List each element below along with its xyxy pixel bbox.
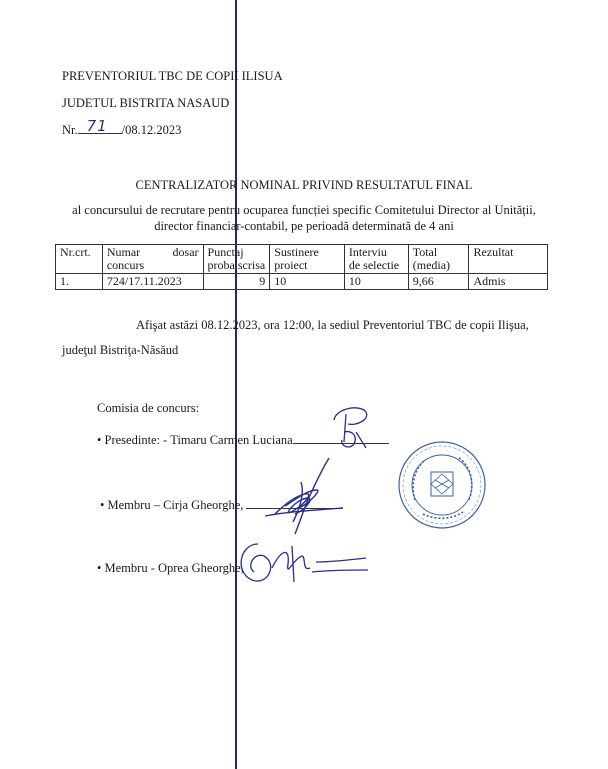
- bullet-icon: •: [97, 433, 102, 447]
- cell-interviu: 10: [344, 274, 408, 290]
- president-name: Presedinte: - Timaru Carmen Luciana: [104, 433, 293, 447]
- document-subtitle-line2: director financiar-contabil, pe perioadă determinată de 4 ani: [154, 219, 454, 233]
- header-interviu: [344, 245, 408, 274]
- header-punctaj-a: Punctaj: [207, 245, 244, 259]
- member2-line: [97, 561, 244, 576]
- member1-name: Membru – Cirja Gheorghe,: [107, 498, 244, 512]
- table-row: [56, 274, 548, 290]
- results-table: [55, 244, 548, 290]
- notice-line2: judeţul Bistriţa-Năsăud: [62, 343, 179, 357]
- notice-line1: Afişat astăzi 08.12.2023, ora 12:00, la sediul Preventoriul TBC de copii Ilişua,: [136, 318, 529, 332]
- header-numar-c: concurs: [106, 258, 145, 272]
- cell-rezultat: Admis: [469, 274, 548, 290]
- header-punctaj: [203, 245, 270, 274]
- header-rezultat: Rezultat: [469, 245, 548, 274]
- header-nr-crt: Nr.crt.: [56, 245, 103, 274]
- institution-name: PREVENTORIUL TBC DE COPII ILISUA: [62, 69, 283, 83]
- county-name: JUDETUL BISTRITA NASAUD: [62, 96, 230, 110]
- bullet-icon: •: [97, 561, 102, 575]
- member2-name: Membru - Oprea Gheorghe,: [104, 561, 244, 575]
- registration-number: [62, 117, 182, 138]
- header-interviu-b: de selectie: [348, 258, 400, 272]
- header-numar-dosar: [102, 245, 203, 274]
- header-total-b: (media): [412, 258, 451, 272]
- number-prefix: Nr.: [62, 123, 78, 137]
- header-sustinere-b: proiect: [274, 258, 308, 272]
- cell-dosar: 724/17.11.2023: [102, 274, 203, 290]
- institution-stamp-icon: [397, 440, 487, 530]
- header-total: [408, 245, 469, 274]
- table-header-row: [56, 245, 548, 274]
- header-numar-a: Numar: [106, 245, 141, 259]
- bullet-icon: •: [100, 498, 105, 512]
- document-subtitle-line1: al concursului de recrutare pentru ocuparea funcției specific Comitetului Director al Unității,: [72, 203, 536, 217]
- member2-signature-icon: [232, 538, 372, 588]
- number-handwritten: 71: [86, 117, 108, 135]
- cell-sustinere: 10: [270, 274, 345, 290]
- scan-line: [235, 0, 237, 769]
- header-interviu-a: Interviu: [348, 245, 387, 259]
- member1-signature-icon: [255, 454, 345, 539]
- header-sustinere-a: Sustinere: [274, 245, 319, 259]
- commission-title: Comisia de concurs:: [97, 401, 200, 415]
- header-numar-b: dosar: [172, 245, 199, 259]
- cell-total: 9,66: [408, 274, 469, 290]
- cell-punctaj: 9: [203, 274, 270, 290]
- document-title: CENTRALIZATOR NOMINAL PRIVIND RESULTATUL FINAL: [135, 178, 473, 192]
- number-date: /08.12.2023: [121, 123, 182, 137]
- header-punctaj-b: proba scrisa: [207, 258, 266, 272]
- header-total-a: Total: [412, 245, 438, 259]
- number-handwritten-field: [78, 117, 122, 135]
- cell-nr-crt: 1.: [56, 274, 103, 290]
- president-signature-icon: [326, 402, 378, 454]
- header-sustinere: [270, 245, 345, 274]
